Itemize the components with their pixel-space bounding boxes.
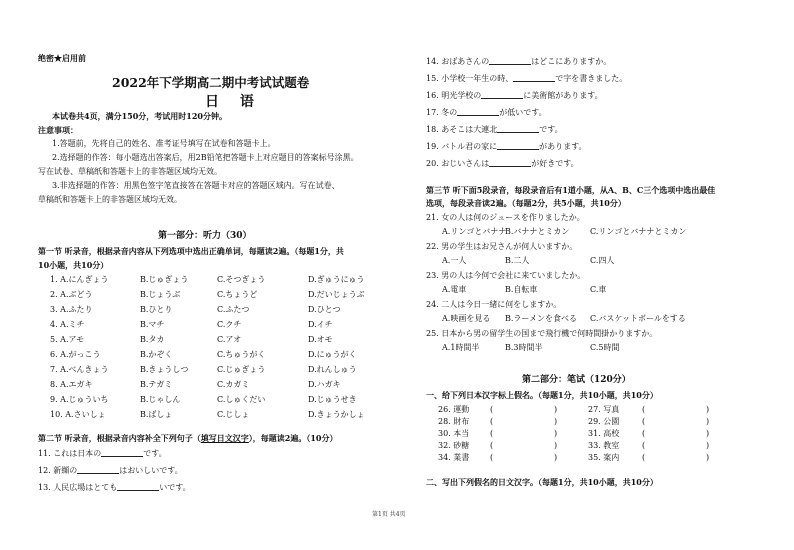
kanji-item: 30. 本当 <box>438 429 470 438</box>
option-item: D.じゅうせき <box>308 395 357 404</box>
answer-blank <box>101 448 143 457</box>
option-item: C.ちゅうがく <box>217 350 266 359</box>
kanji-item: 26. 運動 <box>438 405 470 414</box>
option-item: D.ぎゅうにゅう <box>308 275 365 284</box>
answer-blank <box>497 141 539 150</box>
option-item: 3. A.ふたり <box>50 305 93 314</box>
kanji-item: 27. 写真 <box>588 405 620 414</box>
answer-option: B.ラーメンを食べる <box>505 314 578 323</box>
bracket-close: ) <box>554 429 558 438</box>
question-text: 25. 日本から男の留学生の国まで飛行機で何時間掛かりますか。 <box>426 329 658 338</box>
bracket-open: ( <box>642 405 646 414</box>
kanji-item: 34. 業書 <box>438 453 470 462</box>
option-item: D.れんしゅう <box>308 365 357 374</box>
kanji-item: 29. 公園 <box>588 417 620 426</box>
option-item: B.マチ <box>140 320 165 329</box>
part2-title: 第二部分：笔试（120分） <box>522 375 631 385</box>
answer-option: A.映画を見る <box>442 314 491 323</box>
note-line: 2.选择题的作答：每小题选出答案后，用2B铅笔把答题卡上对应题目的答案标号涂黑。 <box>52 153 359 162</box>
note-line: 1.答题前，先将自己的姓名、准考证号填写在试卷和答题卡上。 <box>52 139 276 148</box>
answer-blank <box>513 73 555 82</box>
option-item: C.ちょうど <box>217 290 258 299</box>
fill-blank-question: 19. バトル君の家に があります。 <box>426 142 587 151</box>
answer-option: C.車 <box>590 285 607 294</box>
option-item: C.クチ <box>217 320 242 329</box>
option-item: B.じゅぎょう <box>140 275 189 284</box>
option-item: D.にゅうがく <box>308 350 357 359</box>
exam-title: 2022年下学期高二期中考试试题卷 <box>112 75 310 90</box>
option-item: C.カガミ <box>217 380 250 389</box>
section1-header: 第一节 听录音，根据录音内容从下列选项中选出正确单词，每题读2遍。（每题1分，共 <box>38 246 344 256</box>
section2-header: 第二节 听录音，根据录音内容补全下列句子（填写日文汉字），每题读2遍。（10分） <box>38 433 338 443</box>
option-item: C.じゅぎょう <box>217 365 266 374</box>
option-item: 7. A.べんきょう <box>50 365 109 374</box>
section3-header: 选项，每段录音读2遍。（每题2分，共5小题，共10分） <box>426 198 626 208</box>
fill-blank-question: 11. これは日本の です。 <box>38 449 167 458</box>
bracket-open: ( <box>642 417 646 426</box>
option-item: B.タカ <box>140 335 165 344</box>
secret-mark: 绝密★启用前 <box>38 53 86 63</box>
bracket-open: ( <box>490 453 494 462</box>
option-item: 10. A.さいしょ <box>50 410 106 419</box>
option-item: 1. A.にんぎょう <box>50 275 109 284</box>
question-text: 21. 女の人は何のジュースを作りましたか。 <box>426 213 585 222</box>
fill-blank-question: 15. 小学校一年生の時、 で字を書きました。 <box>426 74 628 83</box>
section1-header: 10小题，共10分） <box>38 260 109 270</box>
fill-blank-question: 20. おじいさんは が好きです。 <box>426 159 579 168</box>
bracket-close: ) <box>706 405 710 414</box>
fill-blank-question: 12. 新纐の はおいしいです。 <box>38 466 183 475</box>
bracket-close: ) <box>706 429 710 438</box>
question-text: 24. 二人は今日一緒に何をしますか。 <box>426 300 562 309</box>
option-item: 8. A.エガキ <box>50 380 93 389</box>
answer-option: A.1時間半 <box>442 343 480 352</box>
note-line: 草稿纸和答题卡上的非答题区域均无效。 <box>38 195 182 204</box>
option-item: C.そつぎょう <box>217 275 266 284</box>
writing1-header: 一、给下列日本汉字标上假名。（每题1分，共10小题，共10分） <box>426 390 658 400</box>
option-item: C.ふたつ <box>217 305 250 314</box>
subject-title: 日 语 <box>205 94 262 110</box>
question-text: 23. 男の人は今何で会社に来ていましたか。 <box>426 271 586 280</box>
answer-option: C.四人 <box>590 256 615 265</box>
option-item: B.きょうしつ <box>140 365 189 374</box>
option-item: B.じゃしん <box>140 395 181 404</box>
option-item: C.じしょ <box>217 410 250 419</box>
option-item: B.かぞく <box>140 350 173 359</box>
bracket-close: ) <box>554 453 558 462</box>
answer-blank <box>497 124 539 133</box>
option-item: D.だいじょうぶ <box>308 290 365 299</box>
kanji-item: 31. 高校 <box>588 429 620 438</box>
kanji-item: 35. 案内 <box>588 453 620 462</box>
option-item: D.ひとつ <box>308 305 341 314</box>
fill-blank-question: 14. おばあさんの はどこにありますか。 <box>426 57 612 66</box>
answer-option: B.バナナとミカン <box>505 227 570 236</box>
bracket-open: ( <box>490 417 494 426</box>
answer-blank <box>489 56 531 65</box>
bracket-open: ( <box>490 429 494 438</box>
bracket-close: ) <box>554 405 558 414</box>
fill-blank-question: 13. 人民広場はとても いです。 <box>38 483 191 492</box>
note-line: 写在试卷、草稿纸和答题卡上的非答题区域均无效。 <box>38 167 222 176</box>
option-item: D.イチ <box>308 320 333 329</box>
bracket-close: ) <box>554 417 558 426</box>
option-item: 9. A.じゅういち <box>50 395 109 404</box>
section3-header: 第三节 听下面5段录音，每段录音后有1道小题，从A、B、C三个选项中选出最佳 <box>426 185 716 195</box>
answer-blank <box>481 90 523 99</box>
fill-blank-question: 18. あそこは大連北 です。 <box>426 125 563 134</box>
bracket-close: ) <box>554 441 558 450</box>
kanji-item: 33. 教室 <box>588 441 620 450</box>
bracket-open: ( <box>490 441 494 450</box>
bracket-open: ( <box>642 429 646 438</box>
bracket-close: ) <box>706 441 710 450</box>
answer-blank <box>457 107 499 116</box>
option-item: C.アオ <box>217 335 242 344</box>
notes-title: 注意事项： <box>38 125 78 135</box>
part1-title: 第一部分：听力（30） <box>158 231 252 241</box>
bracket-open: ( <box>490 405 494 414</box>
answer-blank <box>117 482 159 491</box>
kanji-item: 28. 財布 <box>438 417 470 426</box>
answer-blank <box>489 158 531 167</box>
fill-blank-question: 16. 明光学校の に美術館があります。 <box>426 91 603 100</box>
bracket-open: ( <box>642 453 646 462</box>
bracket-open: ( <box>642 441 646 450</box>
answer-option: B.3時間半 <box>505 343 543 352</box>
answer-option: C.5時間 <box>590 343 620 352</box>
option-item: D.きょうかしょ <box>308 410 365 419</box>
answer-option: B.自転車 <box>505 285 538 294</box>
answer-option: A.一人 <box>442 256 467 265</box>
option-item: B.じょうぶ <box>140 290 181 299</box>
answer-blank <box>77 465 119 474</box>
answer-option: C.リンゴとバナナとミカン <box>590 227 687 236</box>
option-item: 4. A.ミチ <box>50 320 85 329</box>
exam-info: 本试卷共4页，满分150分，考试用时120分钟。 <box>52 111 227 121</box>
option-item: 5. A.アモ <box>50 335 85 344</box>
option-item: 2. A.ぶどう <box>50 290 93 299</box>
question-text: 22. 男の学生はお兄さんが何人いますか。 <box>426 242 578 251</box>
answer-option: C.バスケットボールをする <box>590 314 686 323</box>
writing2-header: 二、写出下列假名的日文汉字。（每题1分，共10小题，共10分） <box>426 477 658 487</box>
option-item: B.ひとり <box>140 305 173 314</box>
answer-option: A.リンゴとバナナ <box>442 227 507 236</box>
kanji-item: 32. 砂糖 <box>438 441 470 450</box>
bracket-close: ) <box>706 453 710 462</box>
answer-option: B.二人 <box>505 256 530 265</box>
option-item: C.しゅくだい <box>217 395 266 404</box>
option-item: D.オモ <box>308 335 333 344</box>
option-item: B.ばしょ <box>140 410 173 419</box>
answer-option: A.電車 <box>442 285 467 294</box>
note-line: 3.非选择题的作答：用黑色签字笔直接答在答题卡对应的答题区域内。写在试卷、 <box>52 181 340 190</box>
bracket-close: ) <box>706 417 710 426</box>
option-item: D.ハガキ <box>308 380 341 389</box>
fill-blank-question: 17. 冬の が低いです。 <box>426 108 547 117</box>
option-item: 6. A.がっこう <box>50 350 101 359</box>
option-item: B.テガミ <box>140 380 173 389</box>
page-footer: 第1页 共4页 <box>372 511 406 518</box>
